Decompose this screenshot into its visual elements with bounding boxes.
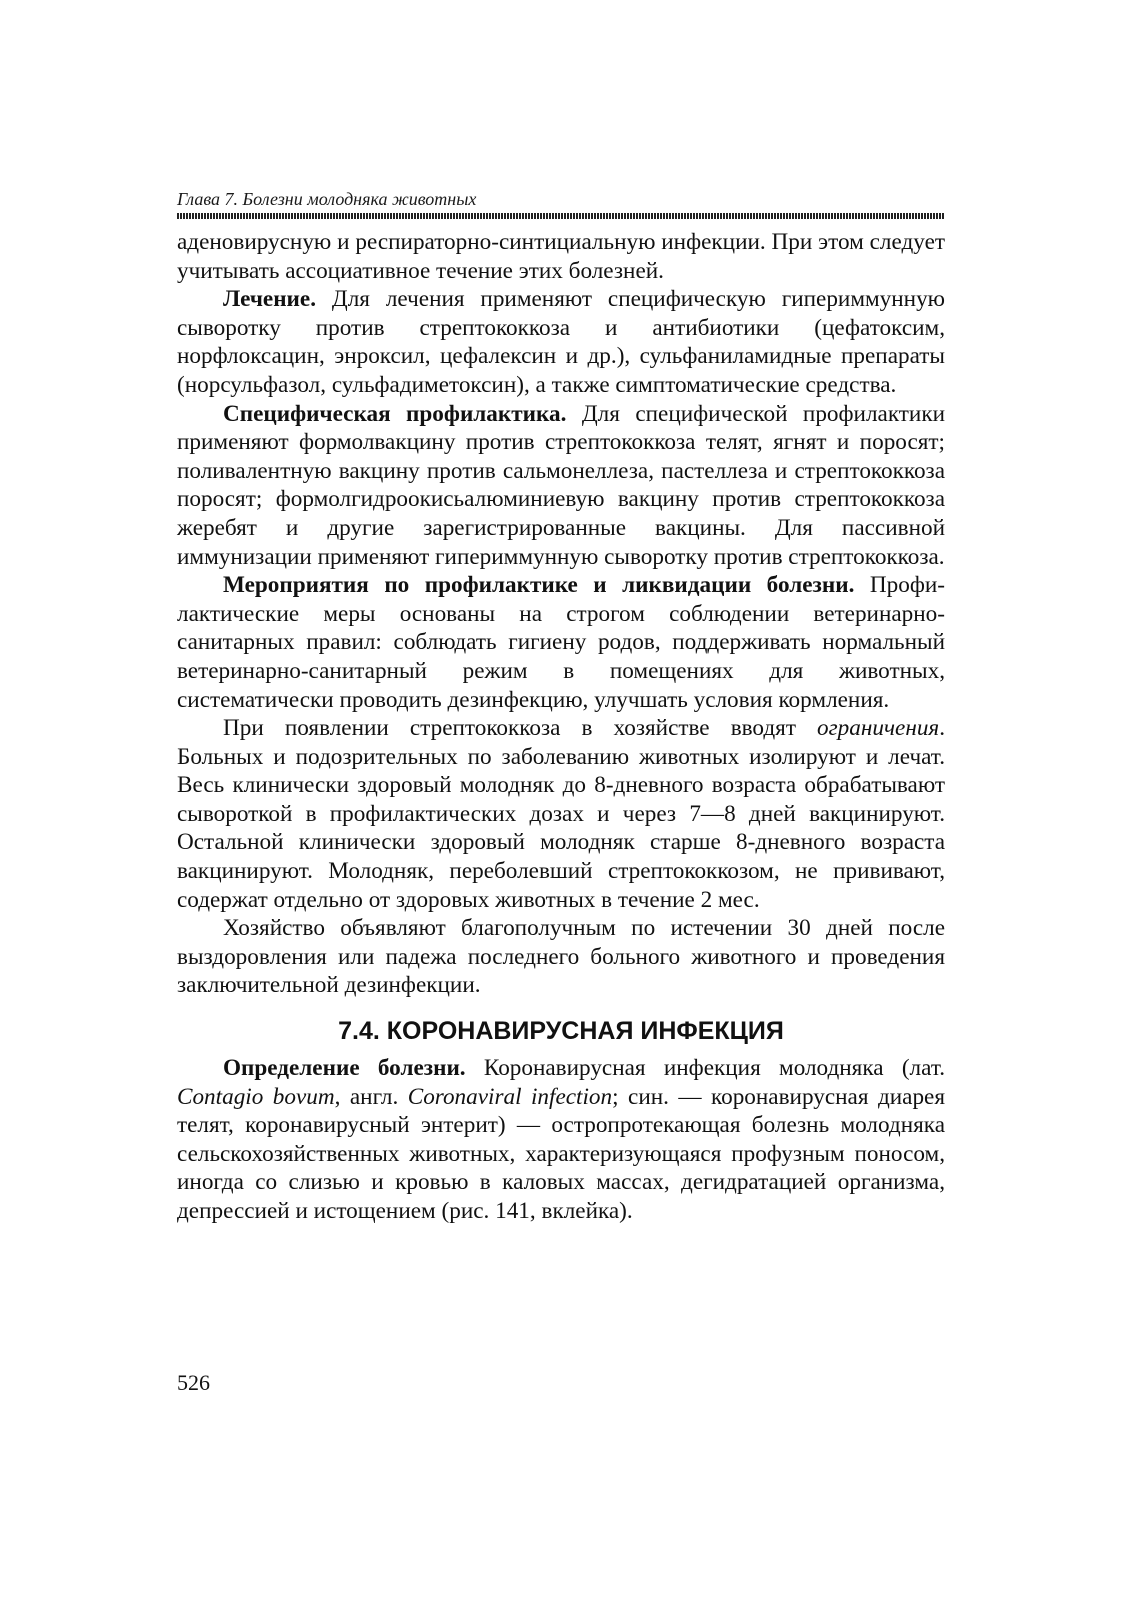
measures-text: Профилактические меры основаны на строгом соблюдении ветеринарно-санитарных правил: соблюдать гигиену родов, поддерживать нормальный ветеринарно-санитарный режим в помещениях для животных, систематически проводить дезинфекцию, улучшать условия кормления. bbox=[177, 572, 945, 713]
specific-prophylaxis-heading: Специфическая профилактика. bbox=[223, 400, 567, 427]
restrictions-text-start: При появлении стрептококкоза в хозяйстве вводят bbox=[223, 715, 818, 742]
paragraph-restrictions bbox=[177, 714, 945, 914]
specific-prophylaxis-text: Для специфической профилактики применяют формолвакцину против стрептококкоза телят, ягнят и поросят; поливалентную вакцину против сальмонеллеза, пастеллеза и стрептококкоза поросят; формолгидроокисьалюминиевую вакцину против стрептококкоза жеребят и другие зарегистрированные вакцины. Для пассивной иммунизации применяют гипериммунную сыворотку против стрептококкоза. bbox=[177, 400, 946, 570]
restrictions-text-end: . Больных и подозрительных по заболеванию животных изолируют и лечат. Весь клинически здоровый молодняк до 8-дневного возраста обрабатывают сывороткой в профилактических дозах и через 7—8 дней вакцинируют. Остальной клинически здоровый молодняк старше 8-дневного возраста вакцинируют. Молодняк, переболевший стрептококкозом, не прививают, содержат отдельно от здоровых животных в течение 2 мес. bbox=[177, 715, 945, 913]
paragraph-definition bbox=[177, 1054, 945, 1226]
paragraph-treatment bbox=[177, 285, 945, 399]
paragraph-measures bbox=[177, 571, 945, 714]
page-number: 526 bbox=[177, 1370, 210, 1395]
paragraph-specific-prophylaxis bbox=[177, 400, 945, 572]
restrictions-term: ограничения bbox=[817, 715, 940, 742]
measures-heading: Мероприятия по профилактике и ликвидации болезни. bbox=[223, 572, 855, 599]
paragraph-farm-status: Хозяйство объявляют благополучным по истечении 30 дней после выздоровления или падежа последнего больного животного и проведения заключительной дезинфекции. bbox=[177, 915, 945, 999]
paragraph-continuation: аденовирусную и респираторно-синтициальную инфекции. При этом следует учитывать ассоциативное течение этих болезней. bbox=[177, 229, 945, 284]
header-rule bbox=[177, 213, 945, 219]
definition-text-a: Коронавирусная инфекция молодняка (лат. bbox=[465, 1055, 945, 1082]
latin-name: Contagio bovum bbox=[177, 1083, 335, 1110]
definition-text-c: ; син. — коронавирусная диарея телят, коронавирусный энтерит) — остропротекающая болезнь молодняка сельскохозяйственных животных, характеризующаяся профузным поносом, иногда со слизью и кровью в каловых массах, дегидратацией организма, депрессией и истощением (рис. 141, вклейка). bbox=[177, 1083, 946, 1224]
page-body bbox=[177, 228, 945, 1226]
definition-heading: Определение болезни. bbox=[223, 1055, 466, 1082]
definition-text-b: , англ. bbox=[334, 1083, 408, 1110]
section-title: 7.4. КОРОНАВИРУСНАЯ ИНФЕКЦИЯ bbox=[338, 1017, 784, 1046]
english-name: Coronaviral infection bbox=[407, 1083, 613, 1110]
running-header: Глава 7. Болезни молодняка животных bbox=[177, 189, 477, 209]
treatment-heading: Лечение. bbox=[223, 286, 317, 313]
treatment-text: Для лечения применяют специфическую гипериммунную сыворотку против стрептококкоза и антибиотики (цефатоксим, норфлоксацин, энроксил, цефалексин и др.), сульфаниламидные препараты (норсульфазол, сульфадиметоксин), а также симптоматические средства. bbox=[177, 286, 945, 398]
